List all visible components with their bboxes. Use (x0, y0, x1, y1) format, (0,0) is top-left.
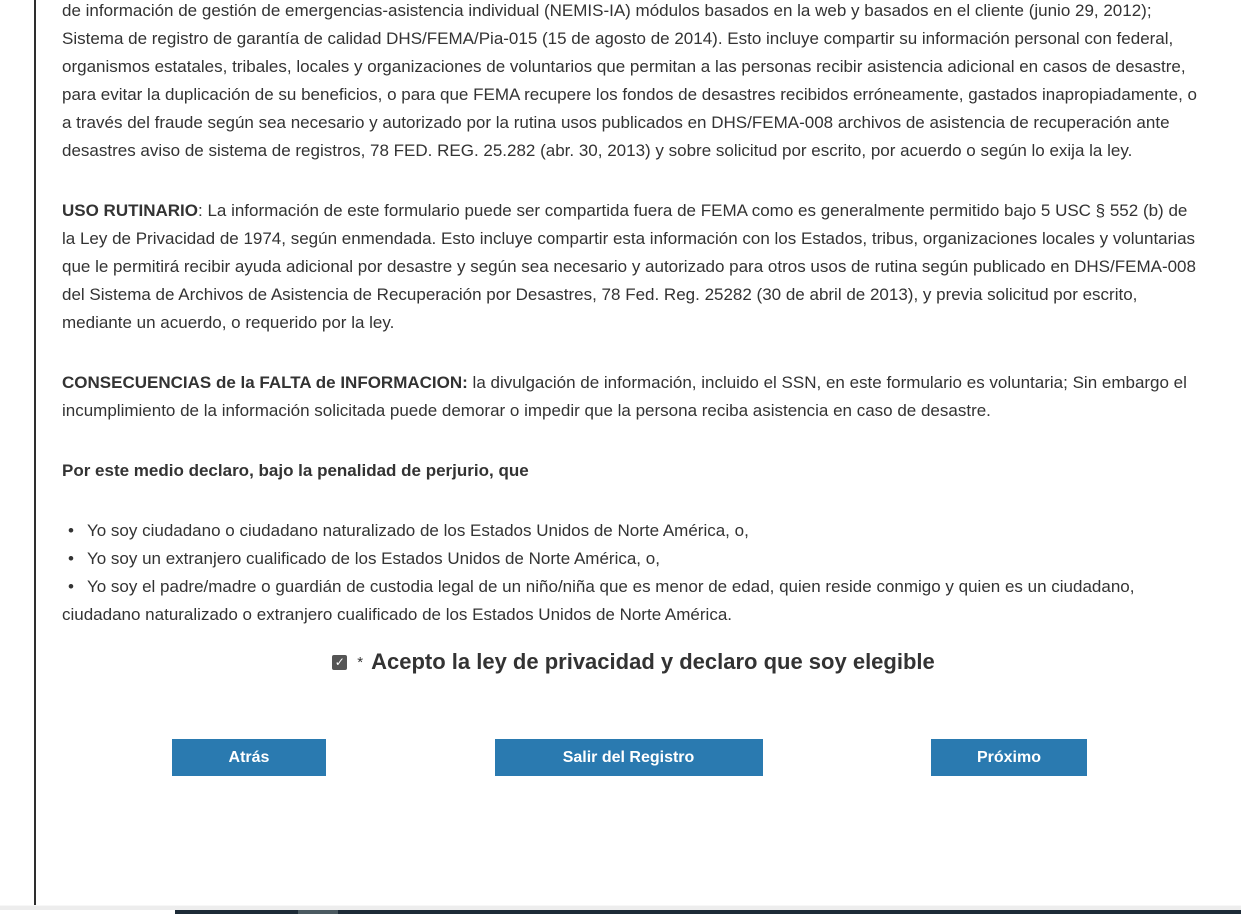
privacy-consent-label[interactable]: Acepto la ley de privacidad y declaro que soy elegible (371, 649, 935, 674)
bullet-icon: • (68, 549, 74, 568)
consequences-paragraph (62, 369, 1205, 425)
taskbar-segment (298, 910, 338, 914)
bullet-icon: • (68, 521, 74, 540)
bullet-text-parent-guardian: Yo soy el padre/madre o guardián de custodia legal de un niño/niña que es menor de edad, quien reside conmigo y quien es un ciudadano, ciudadano naturalizado o extranjero cualificado de los Estados Unidos de Norte América. (62, 577, 1135, 624)
declaration-bullet-list (62, 517, 1205, 629)
navigation-button-row (62, 739, 1205, 776)
list-item (62, 545, 1205, 573)
routine-use-paragraph (62, 197, 1205, 337)
consequences-heading: CONSECUENCIAS de la FALTA de INFORMACION: (62, 373, 468, 392)
taskbar-segment (175, 910, 1241, 914)
privacy-consent-row (62, 646, 1205, 678)
bullet-text-citizen: Yo soy ciudadano o ciudadano naturalizado de los Estados Unidos de Norte América, o, (86, 521, 749, 540)
bullet-icon: • (68, 577, 74, 596)
routine-use-text: : La información de este formulario puede ser compartida fuera de FEMA como es generalmente permitido bajo 5 USC § 552 (b) de la Ley de Privacidad de 1974, según enmendada. Esto incluye compartir esta información con los Estados, tribus, organizaciones locales y voluntarias que le permitirá recibir ayuda adicional por desastre y según sea necesario y autorizado para otros usos de rutina según publicado en DHS/FEMA-008 del Sistema de Archivos de Asistencia de Recuperación por Desastres, 78 Fed. Reg. 25282 (30 de abril de 2013), y previa solicitud por escrito, mediante un acuerdo, o requerido por la ley. (62, 201, 1196, 332)
back-button[interactable]: Atrás (172, 739, 326, 776)
required-asterisk: * (357, 653, 364, 671)
consequences-text: la divulgación de información, incluido el SSN, en este formulario es voluntaria; Sin embargo el incumplimiento de la información solicitada puede demorar o impedir que la persona reciba asistencia en caso de desastre. (62, 373, 1187, 420)
list-item (62, 517, 1205, 545)
routine-use-heading: USO RUTINARIO (62, 201, 198, 220)
privacy-consent-checkbox[interactable]: ✓ (332, 655, 347, 670)
taskbar-top-sliver (0, 910, 1241, 914)
exit-registration-button[interactable]: Salir del Registro (495, 739, 763, 776)
privacy-act-section (34, 0, 1241, 906)
list-item (62, 573, 1205, 629)
perjury-declaration-heading: Por este medio declaro, bajo la penalidad de perjurio, que (62, 461, 529, 480)
privacy-act-paragraph: de información de gestión de emergencias-asistencia individual (NEMIS-IA) módulos basados en la web y basados en el cliente (junio 29, 2012); Sistema de registro de garantía de calidad DHS/FEMA/Pia-015 (15 de agosto de 2014). Esto incluye compartir su información personal con federal, organismos estatales, tribales, locales y organizaciones de voluntarios que permitan a las personas recibir asistencia adicional en casos de desastre, para evitar la duplicación de su beneficios, o para que FEMA recupere los fondos de desastres recibidos erróneamente, gastados inapropiadamente, o a través del fraude según sea necesario y autorizado por la rutina usos publicados en DHS/FEMA-008 archivos de asistencia de recuperación ante desastres aviso de sistema de registros, 78 FED. REG. 25.282 (abr. 30, 2013) y sobre solicitud por escrito, por acuerdo o según lo exija la ley. (62, 1, 1197, 160)
bullet-text-qualified-alien: Yo soy un extranjero cualificado de los Estados Unidos de Norte América, o, (86, 549, 660, 568)
next-button[interactable]: Próximo (931, 739, 1087, 776)
